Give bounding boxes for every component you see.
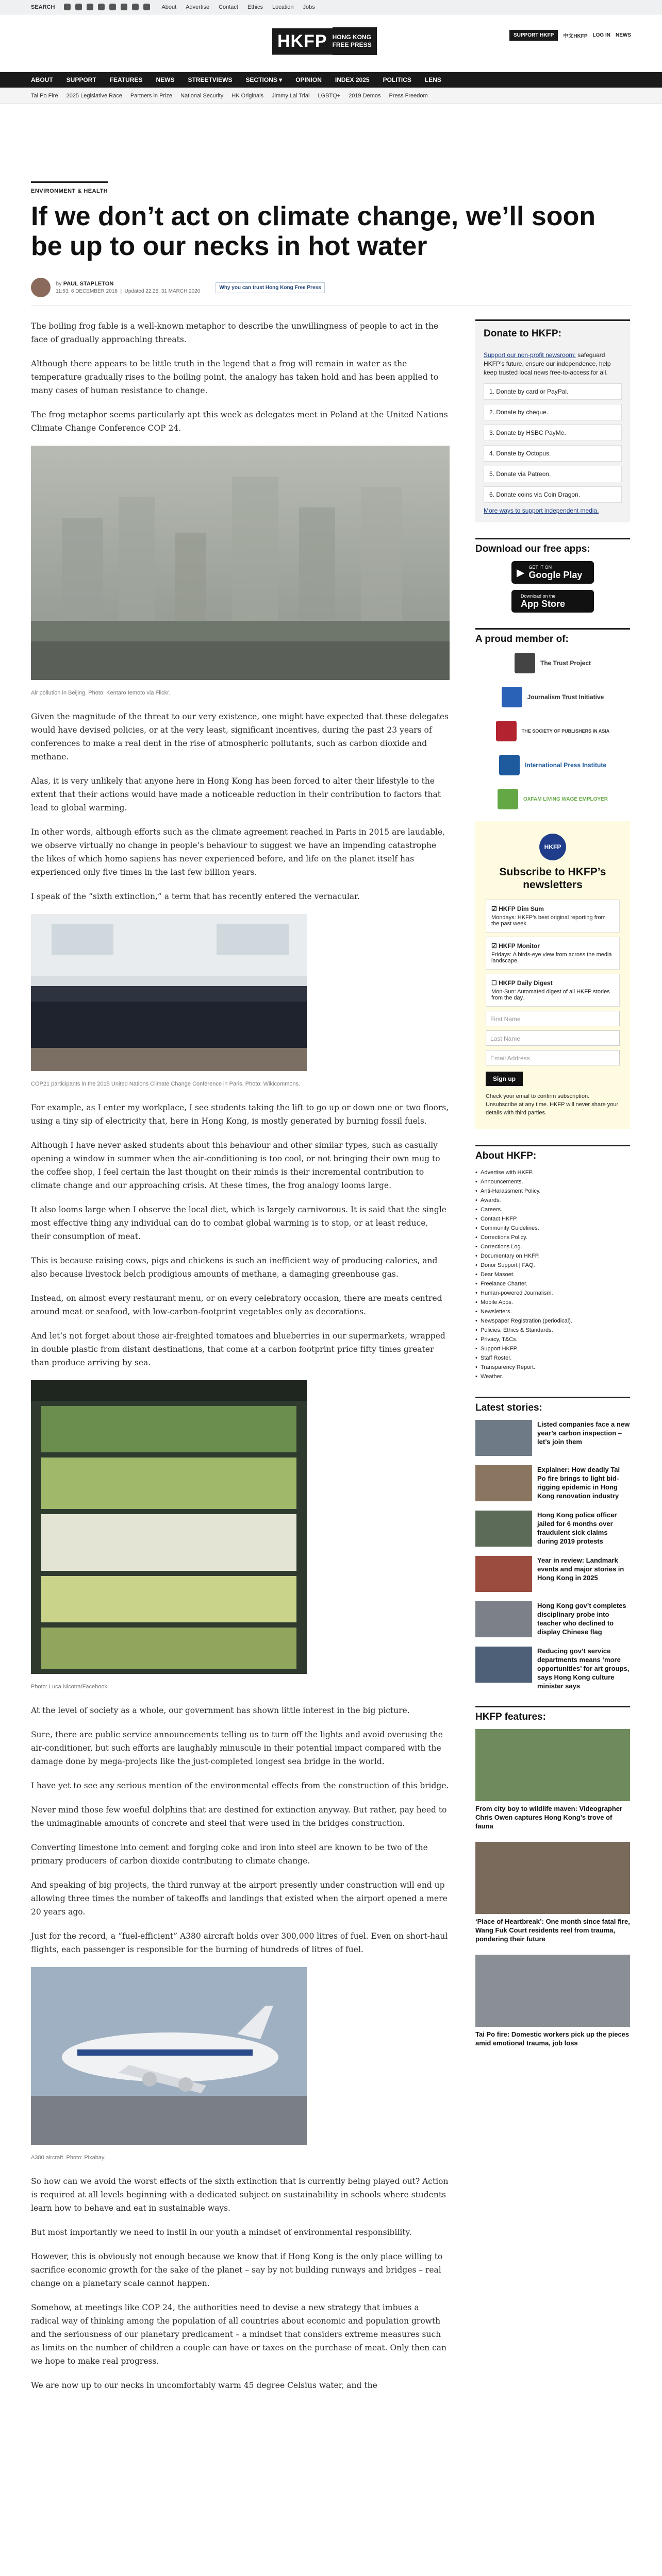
top-utility-bar: [0, 0, 662, 14]
support-hkfp-button[interactable]: SUPPORT HKFP: [509, 30, 558, 41]
article-body: [31, 319, 450, 2403]
article-paragraph: Alas, it is very unlikely that anyone here in Hong Kong has been forced to alter their lifestyle to the extent that their actions would have made a noticeable reduction in their contribution to factors that lead to global warming.: [31, 776, 441, 812]
content-layout: [31, 319, 631, 2403]
author-name[interactable]: PAUL STAPLETON: [63, 281, 114, 287]
trending-item[interactable]: Press Freedom: [389, 92, 428, 99]
donate-intro-link[interactable]: Support our non-profit newsroom:: [484, 351, 576, 359]
trending-item[interactable]: Tai Po Fire: [31, 92, 58, 99]
facebook-icon[interactable]: [75, 4, 82, 10]
article-paragraph: For example, as I enter my workplace, I see students taking the lift to go up or down one or two floors, using a tiny sip of electricity that, here in Hong Kong, is mostly generated by burning fossil fuels.: [31, 1103, 449, 1126]
donate-intro-text: safeguard HKFP’s future, ensure our independence, help keep trusted local news free-to-access for all.: [484, 351, 611, 376]
about-link[interactable]: • Staff Roster.: [475, 1353, 630, 1363]
figure-produce: [31, 1380, 450, 1693]
a380-aircraft-photo: [31, 1967, 307, 2145]
topbar-link-about[interactable]: About: [161, 4, 177, 10]
newsletter-note: Check your email to confirm subscription. Unsubscribe at any time. HKFP will never share your details with third parties.: [486, 1093, 619, 1116]
newsletter-logo: HKFP: [539, 834, 566, 860]
latest-story[interactable]: Listed companies face a new year’s carbon inspection – let’s join them: [475, 1420, 630, 1456]
article-paragraph: And speaking of big projects, the third runway at the airport presently under construction will end up allowing three times the number of takeoffs and landings that existed when the airport opened a mere 20 years ago.: [31, 1880, 448, 1917]
feature-thumbnail[interactable]: [475, 1842, 630, 1914]
donate-option[interactable]: 3. Donate by HSBC PayMe.: [484, 425, 622, 441]
article-paragraph: So how can we avoid the worst effects of the sixth extinction that is currently being played out? Action is required at all levels beginning with a dedicated subject on sustainability in schools where students learn how to behave and eat in sustainable ways.: [31, 2177, 449, 2213]
about-link[interactable]: • Support HKFP.: [475, 1344, 630, 1353]
about-link[interactable]: • Newspaper Registration (periodical).: [475, 1316, 630, 1326]
figure-caption: COP21 participants in the 2015 United Nations Climate Change Conference in Paris. Photo: Wikicommons.: [31, 1081, 301, 1087]
about-link[interactable]: • Privacy, T&Cs.: [475, 1335, 630, 1344]
google-play-button[interactable]: ▶ GET IT ON Google Play: [511, 561, 594, 584]
app-store-button[interactable]: Download on the App Store: [511, 590, 594, 613]
about-link[interactable]: • Contact HKFP.: [475, 1214, 630, 1224]
apps-heading: Download our free apps:: [475, 538, 630, 555]
feature-story[interactable]: ‘Place of Heartbreak’: One month since fatal fire, Wang Fuk Court residents reel from trauma, pondering their future: [475, 1842, 630, 1943]
donate-more-link[interactable]: More ways to support independent media.: [484, 507, 599, 514]
instagram-icon[interactable]: [87, 4, 93, 10]
nav-lens[interactable]: LENS: [424, 76, 441, 83]
about-link[interactable]: • Corrections Policy.: [475, 1233, 630, 1242]
logo-mark: HKFP: [272, 28, 333, 55]
article-paragraph: Sure, there are public service announcements telling us to turn off the lights and avoid overusing the air-conditioner, but such efforts are laughably minuscule in their potential impact compared with the damage done by mega-projects like the just-completed longest sea bridge in the world.: [31, 1730, 443, 1766]
story-thumbnail[interactable]: [475, 1511, 532, 1547]
article-paragraph: Never mind those few woeful dolphins that are destined for extinction anyway. But rather, pay heed to the unimaginable amounts of concrete and steel that were used in the bridges construction.: [31, 1805, 447, 1828]
whatsapp-icon[interactable]: [132, 4, 139, 10]
feature-thumbnail[interactable]: [475, 1729, 630, 1801]
trending-item[interactable]: HK Originals: [231, 92, 264, 99]
newsletter-option-dim-sum[interactable]: ☑ HKFP Dim Sum Mondays: HKFP’s best original reporting from the past week.: [486, 900, 620, 933]
about-link[interactable]: • Dear Masoet.: [475, 1270, 630, 1279]
trending-item[interactable]: Partners in Prize: [130, 92, 173, 99]
ipi-logo: [499, 755, 520, 775]
figure-caption: Photo: Luca Nicotra/Facebook.: [31, 1684, 109, 1690]
publish-date: 11:53, 6 DECEMBER 2018: [56, 289, 118, 294]
byline: by PAUL STAPLETON 11:53, 6 DECEMBER 2018 | Updated 22:25, 31 MARCH 2020 Why you can trust Hong Kong Free Press: [31, 278, 631, 306]
features-heading: HKFP features:: [475, 1706, 630, 1723]
trending-item[interactable]: 2019 Demos: [349, 92, 381, 99]
news-link[interactable]: NEWS: [616, 32, 631, 38]
topbar-link-contact[interactable]: Contact: [219, 4, 238, 10]
youtube-icon[interactable]: [98, 4, 105, 10]
nav-index[interactable]: INDEX 2025: [335, 76, 370, 83]
logo-line1: HONG KONG: [332, 33, 371, 41]
about-link[interactable]: • Weather.: [475, 1372, 630, 1381]
about-link[interactable]: • Newsletters.: [475, 1307, 630, 1316]
latest-heading: Latest stories:: [475, 1397, 630, 1414]
article-paragraph: This is because raising cows, pigs and chickens is such an inefficient way of producing calories, and also because livestock belch prodigious amounts of methane, a damaging greenhouse gas.: [31, 1256, 438, 1279]
donate-option[interactable]: 6. Donate coins via Coin Dragon.: [484, 486, 622, 503]
figure-a380: [31, 1967, 450, 2164]
article-paragraph: And let’s not forget about those air-freighted tomatoes and blueberries in our supermarkets, wrapped in double plastic from distant destinations, that come at a carbon footprint price fifty times greater than produce arriving by sea.: [31, 1331, 445, 1367]
story-thumbnail[interactable]: [475, 1556, 532, 1592]
jti-logo: [502, 687, 522, 707]
sidebar: [475, 319, 630, 2403]
article-paragraph: But most importantly we need to instil in our youth a mindset of environmental responsibility.: [31, 2228, 412, 2237]
about-link[interactable]: • Careers.: [475, 1205, 630, 1214]
feature-story[interactable]: From city boy to wildlife maven: Videographer Chris Owen captures Hong Kong’s trove of fauna: [475, 1729, 630, 1831]
masthead: [0, 14, 662, 72]
site-logo[interactable]: [272, 21, 377, 62]
donate-option[interactable]: 1. Donate by card or PayPal.: [484, 383, 622, 400]
about-link[interactable]: • Policies, Ethics & Standards.: [475, 1326, 630, 1335]
about-list: [475, 1168, 630, 1381]
article-paragraph: It also looms large when I observe the local diet, which is largely carnivorous. It is said that the single most effective thing any individual can do to combat global warming is to stop, or at least reduce, their consumption of meat.: [31, 1205, 446, 1241]
article-paragraph: Somehow, at meetings like COP 24, the authorities need to devise a new strategy that imbues a radical way of thinking among the population of all countries about economic and population growth and the seriousness of our planetary predicament – a mindset that considers extreme measures such as limits on the number of children a couple can have or taxes on the purchase of meat. Only then can we hope to make real progress.: [31, 2303, 446, 2366]
member-ipi[interactable]: International Press Institute: [475, 753, 630, 777]
beijing-smog-image: [31, 446, 450, 680]
article-paragraph: Instead, on almost every restaurant menu, or on every celebratory occasion, there are meats centred around meat or seafood, with low-carbon-footprint vegetables only as decorations.: [31, 1294, 442, 1316]
checkbox-icon[interactable]: ☑: [491, 905, 497, 912]
checkbox-icon[interactable]: ☐: [491, 979, 497, 987]
story-thumbnail[interactable]: [475, 1647, 532, 1683]
topbar-link-jobs[interactable]: Jobs: [303, 4, 315, 10]
donate-option[interactable]: 5. Donate via Patreon.: [484, 466, 622, 482]
sign-up-button[interactable]: Sign up: [486, 1072, 523, 1086]
story-thumbnail[interactable]: [475, 1601, 532, 1637]
about-heading: About HKFP:: [475, 1145, 630, 1162]
nav-features[interactable]: FEATURES: [109, 76, 143, 83]
about-link[interactable]: • Transparency Report.: [475, 1363, 630, 1372]
donate-heading: Donate to HKFP:: [475, 319, 630, 345]
story-thumbnail[interactable]: [475, 1420, 532, 1456]
twitter-icon[interactable]: [64, 4, 71, 10]
trust-link[interactable]: Why you can trust Hong Kong Free Press: [216, 282, 324, 293]
ad-space: [0, 104, 662, 181]
member-sopa[interactable]: THE SOCIETY OF PUBLISHERS IN ASIA: [475, 719, 630, 743]
about-link[interactable]: • Documentary on HKFP.: [475, 1251, 630, 1261]
trust-project-logo: [515, 653, 535, 673]
nav-about[interactable]: ABOUT: [31, 76, 53, 83]
article-paragraph: At the level of society as a whole, our government has shown little interest in the big picture.: [31, 1706, 410, 1715]
about-link[interactable]: • Anti-Harassment Policy.: [475, 1187, 630, 1196]
feature-story[interactable]: Tai Po fire: Domestic workers pick up the pieces amid emotional trauma, job loss: [475, 1955, 630, 2047]
about-link[interactable]: • Mobile Apps.: [475, 1298, 630, 1307]
main-navigation: [0, 72, 662, 88]
member-oxfam[interactable]: OXFAM LIVING WAGE EMPLOYER: [475, 787, 630, 811]
article-title: If we don’t act on climate change, we’ll soon be up to our necks in hot water: [31, 201, 596, 261]
topbar-link-location[interactable]: Location: [272, 4, 294, 10]
member-heading: A proud member of:: [475, 628, 630, 645]
linkedin-icon[interactable]: [109, 4, 116, 10]
trending-item[interactable]: Jimmy Lai Trial: [272, 92, 310, 99]
figure-caption: Air pollution in Beijing. Photo: Kentaro Iemoto via Flickr.: [31, 690, 171, 696]
trending-item[interactable]: National Security: [180, 92, 224, 99]
first-name-field[interactable]: First Name: [486, 1011, 620, 1026]
article-paragraph: In other words, although efforts such as the climate agreement reached in Paris in 2015 are laudable, we observe virtually no change in people’s behaviour to suggest we have an impending catastrophe the likes of which homo sapiens has never experienced before, and life on the planet itself has experienced only five times in the last few billion years.: [31, 827, 445, 877]
oxfam-logo: [498, 789, 518, 809]
about-link[interactable]: • Donor Support | FAQ.: [475, 1261, 630, 1270]
social-icons: [64, 4, 150, 10]
donate-widget: [475, 319, 630, 522]
donate-option[interactable]: 2. Donate by cheque.: [484, 404, 622, 420]
nav-sections[interactable]: SECTIONS ▾: [245, 76, 283, 83]
article-paragraph: I have yet to see any serious mention of the environmental effects from the construction of this bridge.: [31, 1781, 449, 1790]
article-paragraph: I speak of the “sixth extinction,” a term that has recently entered the vernacular.: [31, 892, 360, 901]
story-thumbnail[interactable]: [475, 1465, 532, 1501]
article-paragraph: The boiling frog fable is a well-known metaphor to describe the unwillingness of people to act in the face of gradually approaching threats.: [31, 321, 439, 344]
about-link[interactable]: • Freelance Charter.: [475, 1279, 630, 1289]
about-link[interactable]: • Announcements.: [475, 1177, 630, 1187]
chinese-site-link[interactable]: 中文HKFP: [563, 33, 588, 39]
about-link[interactable]: • Human-powered Journalism.: [475, 1289, 630, 1298]
login-link[interactable]: LOG IN: [592, 32, 610, 38]
latest-story[interactable]: Explainer: How deadly Tai Po fire brings to light bid-rigging epidemic in Hong Kong renovation industry: [475, 1465, 630, 1501]
figure-beijing-smog: [31, 446, 450, 700]
figure-cop21: [31, 914, 450, 1091]
logo-line2: FREE PRESS: [332, 41, 372, 48]
about-link[interactable]: • Corrections Log.: [475, 1242, 630, 1251]
article-paragraph: Given the magnitude of the threat to our very existence, one might have expected that these delegates would have devised policies, or at the very least, significant incentives, during the past 23 years of conferences to make a real dent in the rise of atmospheric pollutants, such as carbon dioxide and methane.: [31, 712, 449, 761]
newsletter-title: Subscribe to HKFP’s newsletters: [499, 866, 606, 891]
article-paragraph: Converting limestone into cement and forging coke and iron into steel are known to be two of the primary producers of carbon dioxide contributing to climate change.: [31, 1843, 428, 1866]
about-link[interactable]: • Awards.: [475, 1196, 630, 1205]
about-link[interactable]: • Advertise with HKFP.: [475, 1168, 630, 1177]
nav-news[interactable]: NEWS: [156, 76, 175, 83]
latest-story[interactable]: Year in review: Landmark events and major stories in Hong Kong in 2025: [475, 1556, 630, 1592]
article-paragraph: However, this is obviously not enough because we know that if Hong Kong is the only place willing to sacrifice economic growth for the sake of the planet – say by not building runways and bridges – real change on a planetary scale cannot happen.: [31, 2252, 443, 2288]
checkbox-icon[interactable]: ☑: [491, 942, 497, 950]
feature-thumbnail[interactable]: [475, 1955, 630, 2027]
rss-icon[interactable]: [143, 4, 150, 10]
sopa-logo: [496, 721, 517, 741]
last-name-field[interactable]: Last Name: [486, 1030, 620, 1046]
article-paragraph: Although there appears to be little truth in the legend that a frog will remain in water as the temperature gradually rises to the boiling point, the analogy has taken hold and has been applied to many cases of human resistance to change.: [31, 359, 439, 395]
donate-option[interactable]: 4. Donate by Octopus.: [484, 445, 622, 462]
newsletter-widget: [475, 821, 630, 1129]
article-paragraph: Just for the record, a “fuel-efficient” A380 aircraft holds over 300,000 litres of fuel. Even on short-haul flights, each passenger is responsible for the burning of hundreds of litres of fuel.: [31, 1931, 448, 1954]
utility-links: [509, 30, 631, 41]
member-jti[interactable]: Journalism Trust Initiative: [475, 685, 630, 709]
topbar-link-ethics[interactable]: Ethics: [247, 4, 263, 10]
nav-politics[interactable]: POLITICS: [383, 76, 411, 83]
play-store-icon: ▶: [517, 567, 525, 579]
telegram-icon[interactable]: [121, 4, 127, 10]
newsletter-option-daily[interactable]: ☐ HKFP Daily Digest Mon-Sun: Automated digest of all HKFP stories from the day.: [486, 974, 620, 1007]
latest-story[interactable]: Reducing gov’t service departments means ‘more opportunities’ for art groups, says Hong Kong culture minister says: [475, 1647, 630, 1690]
member-trust-project[interactable]: The Trust Project: [475, 651, 630, 675]
category-label[interactable]: ENVIRONMENT & HEALTH: [31, 181, 108, 194]
produce-shelf-photo: [31, 1380, 307, 1674]
article-container: [31, 181, 631, 2403]
trending-item[interactable]: LGBTQ+: [318, 92, 341, 99]
article-paragraph: The frog metaphor seems particularly apt this week as delegates meet in Poland at the United Nations Climate Change Conference COP 24.: [31, 410, 448, 433]
figure-caption: A380 aircraft. Photo: Pixabay.: [31, 2155, 106, 2161]
updated-date: Updated 22:25, 31 MARCH 2020: [124, 289, 201, 294]
cop21-photo: [31, 914, 307, 1071]
latest-story[interactable]: Hong Kong police officer jailed for 6 months over fraudulent sick claims during 2019 protests: [475, 1511, 630, 1547]
search-link[interactable]: SEARCH: [31, 4, 55, 10]
nav-support[interactable]: SUPPORT: [66, 76, 96, 83]
author-avatar: [31, 278, 51, 297]
article-paragraph: We are now up to our necks in uncomfortably warm 45 degree Celsius water, and the: [31, 2381, 377, 2390]
nav-streetviews[interactable]: STREETVIEWS: [188, 76, 233, 83]
topbar-link-advertise[interactable]: Advertise: [186, 4, 210, 10]
email-field[interactable]: Email Address: [486, 1050, 620, 1065]
trending-navigation: [0, 88, 662, 104]
trending-item[interactable]: 2025 Legislative Race: [66, 92, 122, 99]
about-link[interactable]: • Community Guidelines.: [475, 1224, 630, 1233]
article-paragraph: Although I have never asked students about this behaviour and other similar types, such as casually opening a window in summer when the air-conditioning is too cool, or not bringing their own mug to the coffee shop, I feel certain the last thought on their minds is their incremental contribution to climate change and our approaching crisis. At these times, the frog analogy looms large.: [31, 1141, 440, 1190]
latest-story[interactable]: Hong Kong gov’t completes disciplinary probe into teacher who declined to display Chinese flag: [475, 1601, 630, 1637]
newsletter-option-monitor[interactable]: ☑ HKFP Monitor Fridays: A birds-eye view from across the media landscape.: [486, 937, 620, 970]
nav-opinion[interactable]: OPINION: [295, 76, 322, 83]
